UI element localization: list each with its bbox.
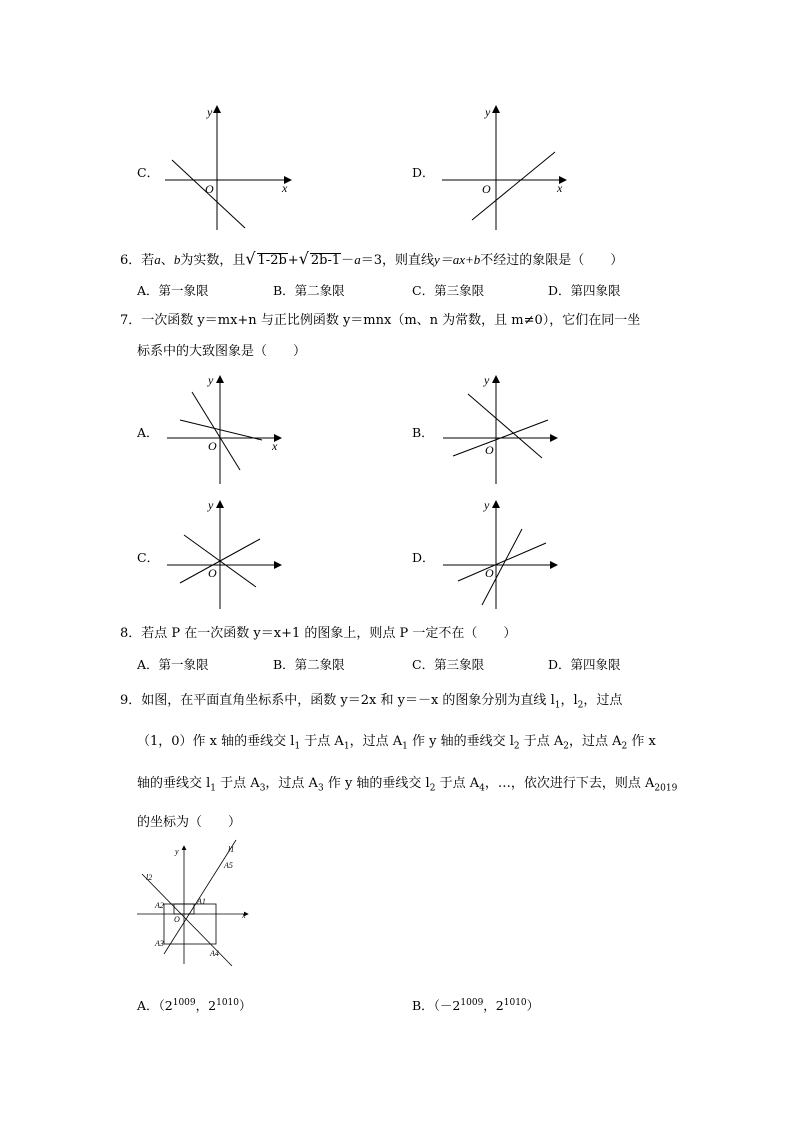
q9-stem-line4: 的坐标为（ ） (137, 815, 242, 830)
svg-text:y: y (175, 847, 179, 856)
q9-stem-line3: 轴的垂线交 $l_1$ 于点 $A_3$，过点 $A_3$ 作 y 轴的垂线交 $l_2$ 于点 $A_4$，…，依次进行下去，则点 $A_{2019}$ (137, 776, 678, 794)
q7-option-b-label: B． (412, 425, 434, 440)
q7-option-d-label: D． (412, 550, 435, 565)
q7-stem-line1: 7．一次函数 y＝mx+n 与正比例函数 y＝mnx（m、n 为常数，且 m≠0），它们在同一坐 (120, 313, 641, 328)
sqrt-1-2b: 1-2b (257, 253, 287, 268)
svg-text:O: O (174, 915, 180, 924)
sqrt-2b-1: 2b-1 (310, 253, 341, 268)
q9-figure (132, 842, 257, 967)
svg-text:O: O (485, 443, 494, 457)
line-mnx (458, 543, 546, 581)
x-label: x (557, 181, 563, 195)
q7-graph-b (438, 372, 568, 487)
q6-option-d: D．第四象限 (548, 283, 621, 298)
svg-text:A5: A5 (224, 861, 233, 870)
q8-stem: 8．若点 P 在一次函数 y＝x+1 的图象上，则点 P 一定不在（ ） (120, 626, 517, 641)
svg-text:l2: l2 (146, 873, 153, 882)
svg-text:O: O (485, 566, 494, 580)
q9-option-b: B．（$-2^{1009}$，$2^{1010}$） (412, 998, 540, 1014)
q9-option-a: A．（$2^{1009}$，$2^{1010}$） (137, 998, 252, 1014)
svg-text:A1: A1 (197, 897, 206, 906)
q5-graph-c (160, 102, 300, 237)
q5-option-d-label: D． (412, 165, 435, 180)
q7-graph-a (162, 372, 292, 487)
step-rect-large (164, 904, 216, 944)
q7-option-c-label: C． (137, 550, 160, 565)
svg-text:A3: A3 (155, 939, 164, 948)
line-mx-n (192, 392, 240, 470)
q8-option-c: C．第三象限 (412, 657, 485, 672)
q7-option-a-label: A． (137, 425, 159, 440)
q9-stem-line2: （1，0）作 x 轴的垂线交 $l_1$ 于点 $A_1$，过点 $A_1$ 作 y 轴的垂线交 $l_2$ 于点 $A_2$，过点 $A_2$ 作 x (137, 734, 656, 752)
svg-text:A2: A2 (155, 901, 164, 910)
q6-option-c: C．第三象限 (412, 283, 485, 298)
svg-text:x: x (242, 911, 246, 920)
svg-text:O: O (208, 439, 217, 453)
q6-option-b: B．第二象限 (273, 283, 345, 298)
y-label: y (207, 105, 213, 119)
q6-option-a: A．第一象限 (137, 283, 209, 298)
q8-option-d: D．第四象限 (548, 657, 621, 672)
y-label: y (485, 105, 491, 119)
q5-graph-d (437, 102, 577, 237)
svg-text:y: y (484, 498, 490, 512)
svg-text:A4: A4 (210, 949, 219, 958)
svg-text:O: O (208, 566, 217, 580)
q8-option-b: B．第二象限 (273, 657, 345, 672)
svg-text:x: x (272, 439, 278, 453)
q8-option-a: A．第一象限 (137, 657, 209, 672)
x-label: x (282, 181, 288, 195)
origin-label: O (482, 182, 491, 196)
line-mnx (180, 420, 262, 440)
svg-text:y: y (208, 373, 214, 387)
origin-label: O (205, 182, 214, 196)
q7-graph-d (438, 497, 568, 612)
svg-text:l1: l1 (228, 845, 235, 854)
q7-stem-line2: 标系中的大致图象是（ ） (137, 344, 307, 359)
q6-stem: 6．若a、b为实数，且√ 1-2b+√ 2b-1－a＝3，则直线y＝ax+b不经过的象限是（ ） (120, 249, 624, 268)
svg-text:y: y (208, 498, 214, 512)
q9-stem-line1: 9．如图，在平面直角坐标系中，函数 y＝2x 和 y＝－x 的图象分别为直线 $l_1$，$l_2$，过点 (120, 693, 623, 711)
q5-option-c-label: C． (137, 165, 160, 180)
svg-text:y: y (484, 373, 490, 387)
q7-graph-c (162, 497, 292, 612)
